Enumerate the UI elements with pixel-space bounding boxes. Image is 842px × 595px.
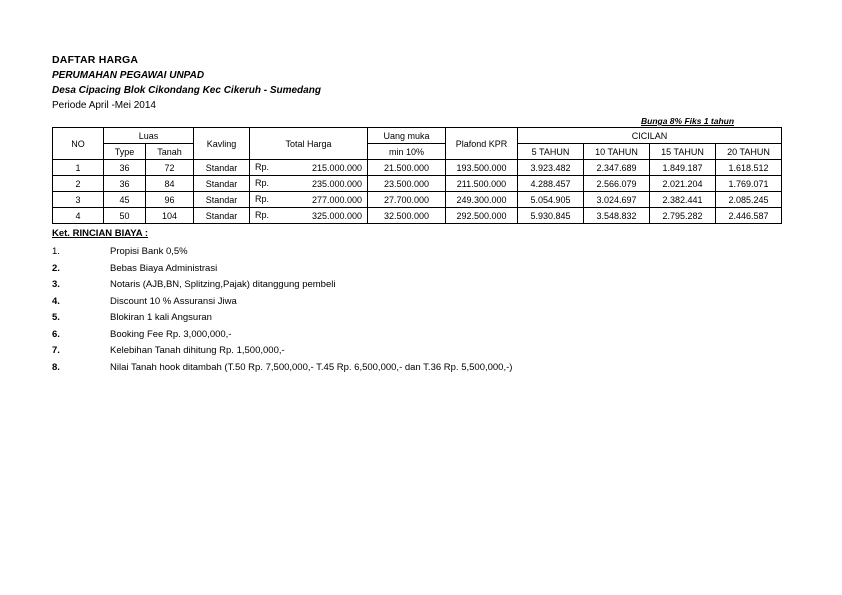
- header-cicilan: CICILAN: [518, 128, 782, 144]
- cell-cicilan-10: 2.347.689: [584, 160, 650, 176]
- note-number: 2.: [52, 262, 60, 274]
- cell-cicilan-20: 1.769.071: [716, 176, 782, 192]
- notes-section: [52, 228, 752, 376]
- cell-type: 36: [104, 176, 146, 192]
- note-number: 1.: [52, 246, 60, 257]
- cell-cicilan-10: 3.024.697: [584, 192, 650, 208]
- table-header-row-1: [53, 128, 782, 144]
- header-tanah: Tanah: [146, 144, 194, 160]
- cell-cicilan-15: 2.382.441: [650, 192, 716, 208]
- price-table: [52, 127, 782, 224]
- cell-plafond: 249.300.000: [446, 192, 518, 208]
- cell-no: 1: [53, 160, 104, 176]
- subtitle-location: Desa Cipacing Blok Cikondang Kec Cikeruh - Sumedang: [52, 85, 321, 96]
- cell-uang-muka: 23.500.000: [368, 176, 446, 192]
- cell-uang-muka: 32.500.000: [368, 208, 446, 224]
- cell-type: 36: [104, 160, 146, 176]
- currency-value: 215.000.000: [311, 162, 362, 173]
- cell-cicilan-5: 4.288.457: [518, 176, 584, 192]
- note-text: Kelebihan Tanah dihitung Rp. 1,500,000,-: [110, 345, 285, 356]
- notes-title: Ket. RINCIAN BIAYA :: [52, 228, 149, 239]
- cell-cicilan-5: 5.054.905: [518, 192, 584, 208]
- currency-label: Rp.: [255, 178, 270, 188]
- list-item: [52, 277, 752, 294]
- cell-type: 45: [104, 192, 146, 208]
- table-header-row-2: [53, 144, 782, 160]
- cell-cicilan-20: 2.085.245: [716, 192, 782, 208]
- cell-tanah: 72: [146, 160, 194, 176]
- header-kavling: Kavling: [194, 128, 250, 160]
- header-cicilan-5: 5 TAHUN: [518, 144, 584, 160]
- currency-label: Rp.: [255, 194, 270, 204]
- cell-cicilan-15: 2.021.204: [650, 176, 716, 192]
- note-text: Propisi Bank 0,5%: [110, 246, 188, 257]
- cell-plafond: 193.500.000: [446, 160, 518, 176]
- cell-tanah: 96: [146, 192, 194, 208]
- subtitle-period: Periode April -Mei 2014: [52, 100, 156, 111]
- table-row: [53, 176, 782, 192]
- currency-label: Rp.: [255, 162, 270, 172]
- table-row: [53, 160, 782, 176]
- cell-cicilan-5: 3.923.482: [518, 160, 584, 176]
- note-number: 8.: [52, 361, 60, 373]
- header-cicilan-20: 20 TAHUN: [716, 144, 782, 160]
- currency-value: 235.000.000: [311, 178, 362, 189]
- note-number: 5.: [52, 312, 60, 323]
- cell-total-harga: [250, 192, 368, 208]
- cell-kavling: Standar: [194, 192, 250, 208]
- cell-total-harga: [250, 208, 368, 224]
- header-uang-muka-min: min 10%: [368, 144, 446, 160]
- cell-total-harga: [250, 160, 368, 176]
- header-plafond: Plafond KPR: [446, 128, 518, 160]
- header-no: NO: [53, 128, 104, 160]
- note-number: 7.: [52, 345, 60, 356]
- cell-cicilan-10: 2.566.079: [584, 176, 650, 192]
- note-text: Blokiran 1 kali Angsuran: [110, 312, 212, 323]
- note-text: Discount 10 % Assuransi Jiwa: [110, 295, 237, 307]
- list-item: [52, 261, 752, 278]
- table-row: [53, 192, 782, 208]
- cell-type: 50: [104, 208, 146, 224]
- cell-cicilan-15: 1.849.187: [650, 160, 716, 176]
- cell-no: 2: [53, 176, 104, 192]
- cell-no: 3: [53, 192, 104, 208]
- interest-rate-note: Bunga 8% Fiks 1 tahun: [641, 116, 735, 126]
- list-item: [52, 310, 752, 327]
- document-header: [52, 53, 752, 113]
- note-text: Notaris (AJB,BN, Splitzing,Pajak) ditanggung pembeli: [110, 279, 336, 290]
- header-cicilan-15: 15 TAHUN: [650, 144, 716, 160]
- note-number: 4.: [52, 295, 60, 307]
- currency-value: 277.000.000: [311, 194, 362, 205]
- cell-cicilan-15: 2.795.282: [650, 208, 716, 224]
- header-uang-muka: Uang muka: [368, 128, 446, 144]
- note-text: Nilai Tanah hook ditambah (T.50 Rp. 7,500,000,- T.45 Rp. 6,500,000,- dan T.36 Rp. 5,500,000,-): [110, 361, 513, 373]
- list-item: [52, 343, 752, 360]
- currency-label: Rp.: [255, 210, 270, 220]
- cell-uang-muka: 21.500.000: [368, 160, 446, 176]
- list-item: [52, 294, 752, 311]
- note-text: Bebas Biaya Administrasi: [110, 262, 218, 274]
- list-item: [52, 244, 752, 261]
- cell-total-harga: [250, 176, 368, 192]
- cell-uang-muka: 27.700.000: [368, 192, 446, 208]
- table-row: [53, 208, 782, 224]
- cell-plafond: 292.500.000: [446, 208, 518, 224]
- note-text: Booking Fee Rp. 3,000,000,-: [110, 328, 232, 340]
- list-item: [52, 327, 752, 344]
- currency-value: 325.000.000: [311, 210, 362, 221]
- list-item: [52, 360, 752, 377]
- note-number: 3.: [52, 279, 60, 290]
- header-luas: Luas: [104, 128, 194, 144]
- cell-kavling: Standar: [194, 208, 250, 224]
- header-total-harga: Total Harga: [250, 128, 368, 160]
- cell-tanah: 84: [146, 176, 194, 192]
- subtitle-development: PERUMAHAN PEGAWAI UNPAD: [52, 70, 205, 81]
- cell-cicilan-10: 3.548.832: [584, 208, 650, 224]
- cell-kavling: Standar: [194, 176, 250, 192]
- header-cicilan-10: 10 TAHUN: [584, 144, 650, 160]
- header-type: Type: [104, 144, 146, 160]
- cell-cicilan-20: 2.446.587: [716, 208, 782, 224]
- cell-cicilan-20: 1.618.512: [716, 160, 782, 176]
- cell-kavling: Standar: [194, 160, 250, 176]
- cell-cicilan-5: 5.930.845: [518, 208, 584, 224]
- cell-no: 4: [53, 208, 104, 224]
- page-title: DAFTAR HARGA: [52, 54, 139, 66]
- cell-plafond: 211.500.000: [446, 176, 518, 192]
- note-number: 6.: [52, 328, 60, 340]
- cell-tanah: 104: [146, 208, 194, 224]
